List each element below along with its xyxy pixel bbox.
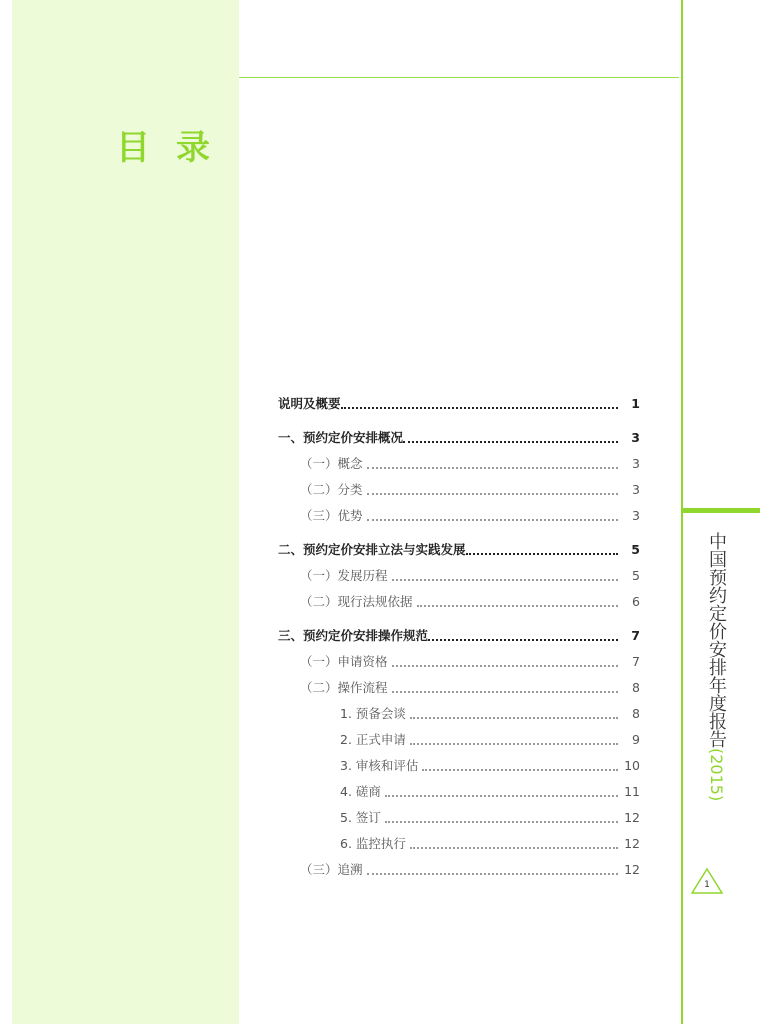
toc-entry-page: 12 xyxy=(624,862,640,877)
toc-leader-dots xyxy=(428,638,618,641)
toc-entry-label: （三）优势 xyxy=(300,508,363,523)
toc-entry-page: 9 xyxy=(632,732,640,747)
toc-entry-label: （二）分类 xyxy=(300,482,363,497)
toc-entry-page: 10 xyxy=(624,758,640,773)
toc-leader-dots xyxy=(367,492,618,495)
toc-entry[interactable] xyxy=(300,678,640,698)
report-year: (2015) xyxy=(707,748,726,802)
toc-entry-page: 7 xyxy=(631,628,640,643)
toc-entry-label: 3. 审核和评估 xyxy=(340,758,419,773)
toc-entry-label: （一）概念 xyxy=(300,456,363,471)
toc-entry-page: 12 xyxy=(624,836,640,851)
toc-entry-page: 3 xyxy=(632,508,640,523)
toc-entry[interactable] xyxy=(300,652,640,672)
toc-entry[interactable] xyxy=(340,756,640,776)
toc-entry-page: 8 xyxy=(632,706,640,721)
toc-leader-dots xyxy=(466,552,618,555)
toc-entry[interactable] xyxy=(300,454,640,474)
toc-entry-page: 5 xyxy=(632,568,640,583)
sidebar-accent-bar xyxy=(683,508,760,513)
page-number: 1 xyxy=(704,880,710,890)
toc-entry[interactable] xyxy=(300,592,640,612)
toc-leader-dots xyxy=(410,742,618,745)
toc-entry-label: （二）现行法规依据 xyxy=(300,594,413,609)
toc-entry-label: 说明及概要 xyxy=(278,396,341,411)
toc-entry[interactable] xyxy=(340,808,640,828)
toc-entry-label: （一）发展历程 xyxy=(300,568,388,583)
page-number-badge xyxy=(690,866,724,896)
right-sidebar xyxy=(681,0,760,1024)
toc-entry-label: 三、预约定价安排操作规范 xyxy=(278,628,429,643)
toc-leader-dots xyxy=(392,690,618,693)
toc-entry-page: 6 xyxy=(632,594,640,609)
toc-entry[interactable] xyxy=(340,782,640,802)
toc-entry-label: 1. 预备会谈 xyxy=(340,706,406,721)
toc-entry-label: 2. 正式申请 xyxy=(340,732,406,747)
toc-leader-dots xyxy=(385,820,618,823)
toc-entry-label: 6. 监控执行 xyxy=(340,836,406,851)
toc-leader-dots xyxy=(392,578,618,581)
toc-entry-page: 3 xyxy=(632,456,640,471)
toc-entry[interactable] xyxy=(300,566,640,586)
toc-leader-dots xyxy=(410,716,618,719)
toc-entry-page: 5 xyxy=(631,542,640,557)
toc-leader-dots xyxy=(422,768,618,771)
top-rule xyxy=(239,77,679,78)
toc-leader-dots xyxy=(341,406,618,409)
toc-entry-page: 1 xyxy=(631,396,640,411)
toc-entry-label: 二、预约定价安排立法与实践发展 xyxy=(278,542,466,557)
toc-leader-dots xyxy=(385,794,618,797)
toc-entry-page: 3 xyxy=(632,482,640,497)
report-title-text: 中国预约定价安排年度报告 xyxy=(706,532,727,748)
toc-entry[interactable] xyxy=(300,860,640,880)
toc-leader-dots xyxy=(410,846,618,849)
toc-entry[interactable] xyxy=(340,704,640,724)
toc-entry-label: （一）申请资格 xyxy=(300,654,388,669)
toc-entry-label: 5. 签订 xyxy=(340,810,381,825)
toc-leader-dots xyxy=(367,872,618,875)
toc-entry-page: 8 xyxy=(632,680,640,695)
toc-entry[interactable] xyxy=(300,480,640,500)
toc-entry-page: 3 xyxy=(631,430,640,445)
toc-entry-label: 一、预约定价安排概况 xyxy=(278,430,404,445)
toc-entry-label: （二）操作流程 xyxy=(300,680,388,695)
toc-entry[interactable] xyxy=(340,730,640,750)
toc-leader-dots xyxy=(367,466,618,469)
toc-entry[interactable] xyxy=(340,834,640,854)
toc-entry-page: 12 xyxy=(624,810,640,825)
toc-entry[interactable] xyxy=(278,626,640,646)
toc-entry-label: 4. 磋商 xyxy=(340,784,381,799)
toc-entry-page: 11 xyxy=(624,784,640,799)
toc-entry-label: （三）追溯 xyxy=(300,862,363,877)
toc-entry-page: 7 xyxy=(632,654,640,669)
toc-leader-dots xyxy=(417,604,618,607)
toc-entry[interactable] xyxy=(278,394,640,414)
toc-leader-dots xyxy=(392,664,618,667)
report-title xyxy=(701,532,731,801)
toc-leader-dots xyxy=(403,440,618,443)
toc-entry[interactable] xyxy=(278,428,640,448)
toc-entry[interactable] xyxy=(300,506,640,526)
toc-leader-dots xyxy=(367,518,618,521)
page-title: 目录 xyxy=(116,128,236,168)
toc-entry[interactable] xyxy=(278,540,640,560)
